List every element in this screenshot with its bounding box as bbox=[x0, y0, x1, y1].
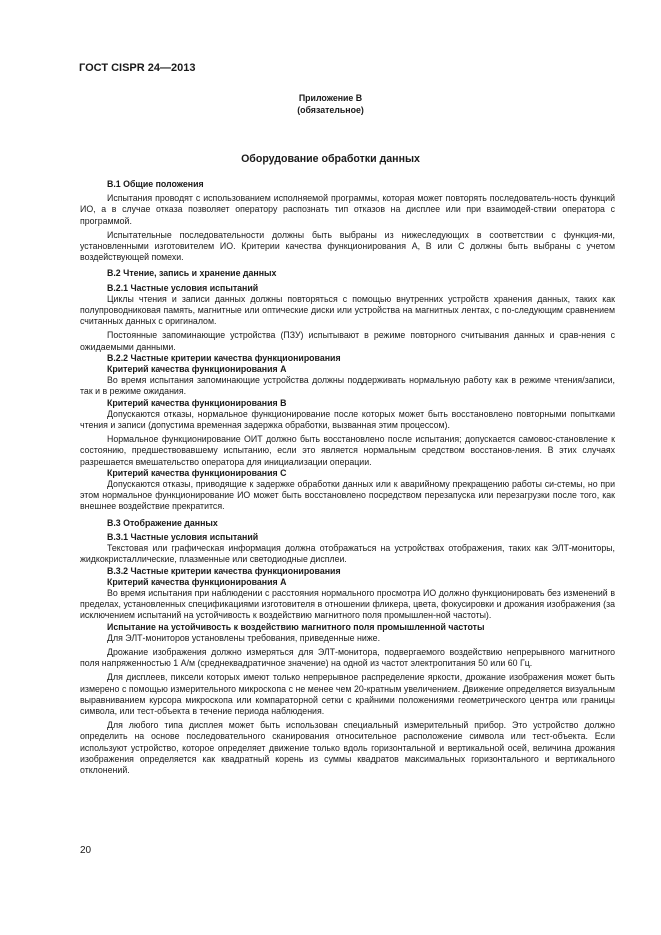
paragraph: Испытательные последовательности должны быть выбраны из нижеследующих в соответствии с функция-ми, установленными изготовителем ИО. Критерии качества функционирования А, В или С должны быть выбраны с учетом воздействующей помехи. bbox=[80, 229, 615, 263]
paragraph: Для дисплеев, пиксели которых имеют только непрерывное распределение яркости, дрожание изображения может быть измерено с помощью измерительного микроскопа с не менее чем 20-кратным увеличением. Движение определяется визуальным выравниванием курсора микроскопа или компараторной сетки с крайними положениями геометрического центра или границы символа, или тест-объекта в течение периода наблюдения. bbox=[80, 672, 615, 716]
paragraph: Для любого типа дисплея может быть использован специальный измерительный прибор. Это устройство должно определить на основе последовательного сканирования относительное расположение символа или тест-объекта. Если используют устройство, которое определяет движение только вдоль горизонтальной и вертикальной осей, величина дрожания изображения определяется как квадратный корень из суммы квадратов максимальных горизонтального и вертикального отклонений. bbox=[80, 720, 615, 775]
paragraph: Допускаются отказы, приводящие к задержке обработки данных или к аварийному прекращению работы си-стемы, но при этом нормальное функционирование ИО может быть восстановлено посредством перезапуска или перезагрузки после того, как внешнее воздействие прекратится. bbox=[80, 479, 615, 512]
subsection-heading-b22: В.2.2 Частные критерии качества функционирования bbox=[107, 352, 341, 363]
section-heading-b3: В.3 Отображение данных bbox=[107, 517, 218, 528]
magnetic-test-heading: Испытание на устойчивость к воздействию магнитного поля промышленной частоты bbox=[107, 621, 485, 632]
criterion-heading-a: Критерий качества функционирования А bbox=[107, 576, 287, 587]
paragraph: Дрожание изображения должно измеряться для ЭЛТ-монитора, подвергаемого воздействию непрерывного магнитного поля напряженностью 1 А/м (среднеквадратичное значение) на одной из частот электропитания 50 или 60 Гц. bbox=[80, 646, 615, 669]
paragraph: Нормальное функционирование ОИТ должно быть восстановлено после испытания; допускается самовос-становление к состоянию, предшествовавшему испытанию, если это является нормальным средством восстанов-ления. В этих случаях разрешается вмешательство оператора для инициализации операции. bbox=[80, 434, 615, 467]
page-number: 20 bbox=[80, 845, 92, 856]
paragraph: Во время испытания запоминающие устройства должны поддерживать нормальную работу как в режиме чтения/записи, так и в режиме ожидания. bbox=[80, 375, 615, 397]
paragraph: Для ЭЛТ-мониторов установлены требования, приведенные ниже. bbox=[107, 632, 381, 643]
body-text bbox=[80, 179, 615, 776]
appendix-title: Оборудование обработки данных bbox=[241, 153, 420, 165]
appendix-label: Приложение В bbox=[298, 93, 363, 103]
paragraph: Допускаются отказы, нормальное функционирование после которых может быть восстановлено повторными попытками чтения и записи (допустима временная задержка обработки, вызванная этим процессом). bbox=[80, 408, 615, 431]
standard-header: ГОСТ CISPR 24—2013 bbox=[79, 62, 196, 74]
section-heading-b1: В.1 Общие положения bbox=[107, 179, 204, 189]
paragraph: Постоянные запоминающие устройства (ПЗУ) испытывают в режиме повторного считывания данных и срав-нения с ожидаемыми данными. bbox=[80, 330, 615, 352]
paragraph: Текстовая или графическая информация должна отображаться на устройствах отображения, таких как ЭЛТ-мониторы, жидкокристаллические, плазменные или светодиодные дисплеи. bbox=[80, 543, 615, 565]
subsection-heading-b32: В.3.2 Частные критерии качества функционирования bbox=[107, 565, 341, 576]
paragraph: Во время испытания при наблюдении с расстояния нормального просмотра ИО должно функционировать без изменений в пределах, установленных спецификациями изготовителя в отношении фликера, цвета, фокусировки и дрожания изображения (за исключением испытаний на устойчивость к воздействию магнитного поля промышлен-ной частоты). bbox=[80, 587, 615, 621]
appendix-status: (обязательное) bbox=[297, 105, 364, 115]
subsection-heading-b31: В.3.1 Частные условия испытаний bbox=[107, 531, 259, 542]
paragraph: Испытания проводят с использованием исполняемой программы, которая может повторять последователь-ность функций ИО, а в случае отказа позволяет оператору распознать тип отказов на дисплее или при взаимодей-ствии оператора с программой. bbox=[80, 193, 615, 226]
paragraph: Циклы чтения и записи данных должны повторяться с помощью внутренних устройств хранения данных, таких как полупроводниковая память, магнитные или оптические диски или устройства на магнитных лентах, с по-следующим сравнением считанных данных с оригиналом. bbox=[80, 293, 615, 327]
criterion-heading-c: Критерий качества функционирования С bbox=[107, 467, 287, 478]
criterion-heading-b: Критерий качества функционирования В bbox=[107, 397, 287, 408]
subsection-heading-b21: В.2.1 Частные условия испытаний bbox=[107, 282, 259, 293]
section-heading-b2: В.2 Чтение, запись и хранение данных bbox=[107, 268, 277, 279]
criterion-heading-a: Критерий качества функционирования А bbox=[107, 364, 287, 375]
